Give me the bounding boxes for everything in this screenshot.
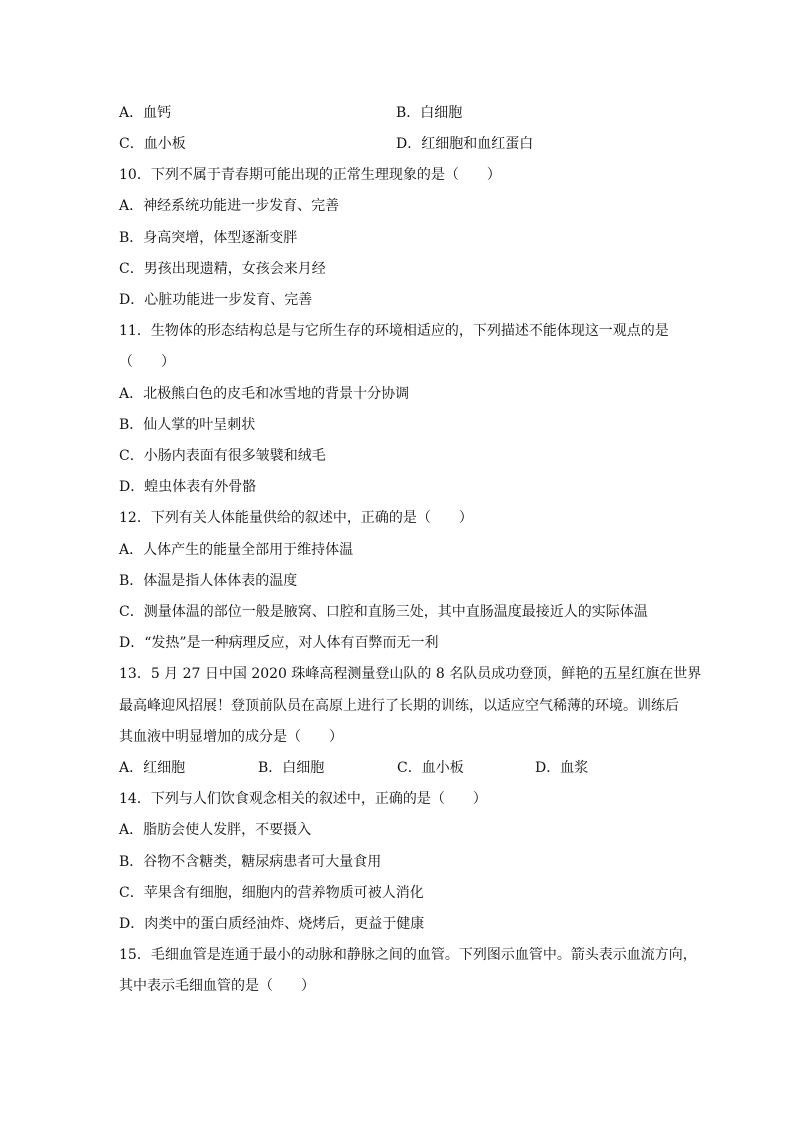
q9-option-b: B．白细胞 xyxy=(396,105,463,121)
q14-option-c: C．苹果含有细胞，细胞内的营养物质可被人消化 xyxy=(119,885,424,901)
q11-option-d: D．蝗虫体表有外骨骼 xyxy=(119,479,257,495)
q13-option-a: A．红细胞 xyxy=(119,760,186,776)
q14-option-b: B．谷物不含糖类，糖尿病患者可大量食用 xyxy=(119,854,382,870)
q14-option-a: A．脂肪会使人发胖，不要摄入 xyxy=(119,822,312,838)
q14-option-d: D．肉类中的蛋白质经油炸、烧烤后，更益于健康 xyxy=(119,916,425,932)
q9-option-d: D．红细胞和血红蛋白 xyxy=(396,136,534,152)
q13-stem-line-1: 13．5 月 27 日中国 2020 珠峰高程测量登山队的 8 名队员成功登顶，鲜艳的五星红旗在世界 xyxy=(119,666,702,682)
q9-option-c: C．血小板 xyxy=(119,136,186,152)
q9-options-row-1 xyxy=(119,103,463,123)
q9-options-row-2 xyxy=(119,134,534,154)
q11-option-c: C．小肠内表面有很多皱襞和绒毛 xyxy=(119,448,326,464)
q12-stem: 12．下列有关人体能量供给的叙述中，正确的是（ ） xyxy=(119,510,473,526)
q10-option-c: C．男孩出现遗精，女孩会来月经 xyxy=(119,261,326,277)
q14-stem: 14．下列与人们饮食观念相关的叙述中，正确的是（ ） xyxy=(119,791,487,807)
q10-option-a: A．神经系统功能进一步发育、完善 xyxy=(119,198,340,214)
q15-stem-line-2: 其中表示毛细血管的是（ ） xyxy=(119,978,315,994)
q10-option-d: D．心脏功能进一步发育、完善 xyxy=(119,292,313,308)
q10-stem: 10．下列不属于青春期可能出现的正常生理现象的是（ ） xyxy=(119,167,501,183)
q11-option-b: B．仙人掌的叶呈刺状 xyxy=(119,417,256,433)
q15-stem-line-1: 15．毛细血管是连通于最小的动脉和静脉之间的血管。下列图示血管中。箭头表示血流方向， xyxy=(119,947,697,963)
q9-option-a: A．血钙 xyxy=(119,105,172,121)
q13-option-d: D．血浆 xyxy=(535,760,589,776)
q11-stem-line-1: 11．生物体的形态结构总是与它所生存的环境相适应的，下列描述不能体现这一观点的是 xyxy=(119,323,669,339)
q11-option-a: A．北极熊白色的皮毛和冰雪地的背景十分协调 xyxy=(119,386,410,402)
q12-option-b: B．体温是指人体体表的温度 xyxy=(119,573,298,589)
q12-option-c: C．测量体温的部位一般是腋窝、口腔和直肠三处，其中直肠温度最接近人的实际体温 xyxy=(119,604,648,620)
q12-option-d: D．“发热”是一种病理反应，对人体有百弊而无一利 xyxy=(119,635,439,651)
q10-option-b: B．身高突增，体型逐渐变胖 xyxy=(119,230,298,246)
q13-option-b: B．白细胞 xyxy=(258,760,325,776)
q12-option-a: A．人体产生的能量全部用于维持体温 xyxy=(119,542,354,558)
q13-stem-line-3: 其血液中明显增加的成分是（ ） xyxy=(119,729,343,745)
q13-stem-line-2: 最高峰迎风招展！登顶前队员在高原上进行了长期的训练，以适应空气稀薄的环境。训练后 xyxy=(119,698,679,714)
q11-stem-line-2: （ ） xyxy=(119,354,175,370)
q13-option-c: C．血小板 xyxy=(397,760,464,776)
